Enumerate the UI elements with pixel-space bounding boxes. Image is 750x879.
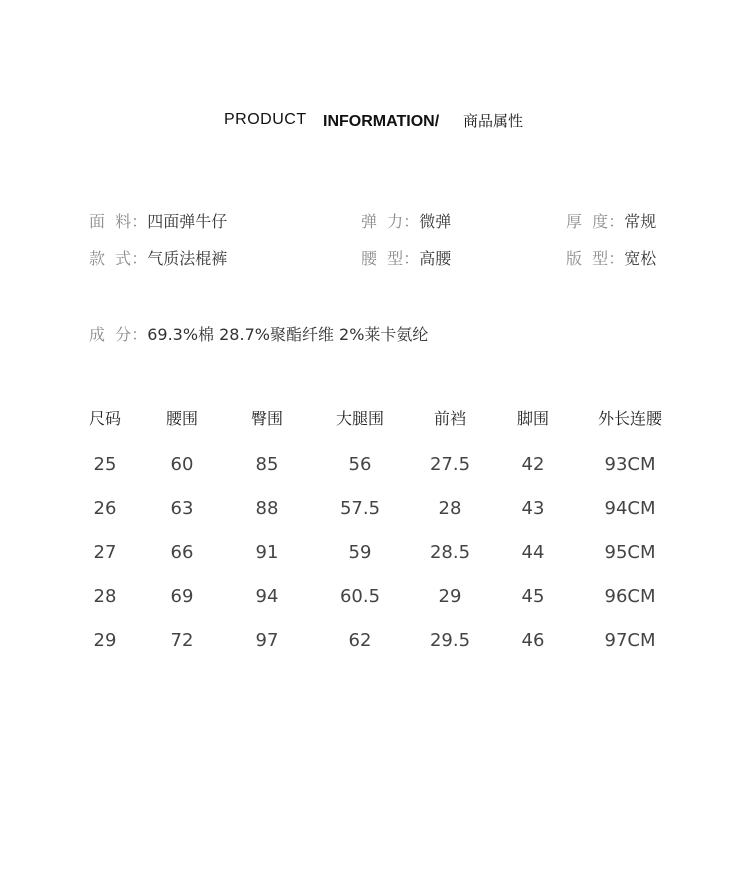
table-cell: 42 bbox=[521, 454, 545, 475]
table-cell: 69 bbox=[170, 586, 194, 607]
table-row bbox=[0, 454, 750, 480]
attr-thickness-value: 常规 bbox=[624, 212, 657, 231]
attr-elasticity: 弹 力：微弹 bbox=[361, 212, 452, 231]
table-header-cell: 外长连腰 bbox=[597, 409, 663, 428]
page-title bbox=[0, 108, 750, 136]
attr-style-value: 气质法棍裤 bbox=[147, 249, 228, 268]
table-cell: 91 bbox=[255, 542, 279, 563]
table-cell: 27.5 bbox=[429, 454, 471, 475]
table-header-cell: 腰围 bbox=[165, 409, 199, 428]
table-header-cell: 前裆 bbox=[433, 409, 467, 428]
table-cell: 94 bbox=[255, 586, 279, 607]
table-cell: 29 bbox=[93, 630, 117, 651]
attr-thickness-label: 厚 度 bbox=[566, 212, 609, 231]
table-cell: 28.5 bbox=[429, 542, 471, 563]
table-cell: 45 bbox=[521, 586, 545, 607]
attr-composition: 成 分：69.3%棉 28.7%聚酯纤维 2%莱卡氨纶 bbox=[89, 325, 429, 344]
table-cell: 95CM bbox=[604, 542, 656, 563]
table-header-cell: 尺码 bbox=[88, 409, 122, 428]
table-header-cell: 大腿围 bbox=[335, 409, 385, 428]
title-chinese: 商品属性 bbox=[463, 112, 524, 130]
table-cell: 28 bbox=[93, 586, 117, 607]
table-cell: 44 bbox=[521, 542, 545, 563]
attr-fabric-value: 四面弹牛仔 bbox=[147, 212, 228, 231]
attr-waist-type-label: 腰 型 bbox=[361, 249, 404, 268]
table-cell: 29.5 bbox=[429, 630, 471, 651]
table-cell: 28 bbox=[438, 498, 462, 519]
attr-composition-label: 成 分 bbox=[89, 325, 132, 344]
table-cell: 60 bbox=[170, 454, 194, 475]
table-cell: 97CM bbox=[604, 630, 656, 651]
table-cell: 43 bbox=[521, 498, 545, 519]
attr-thickness: 厚 度：常规 bbox=[566, 212, 657, 231]
attr-elasticity-value: 微弹 bbox=[419, 212, 452, 231]
table-row bbox=[0, 630, 750, 656]
table-cell: 46 bbox=[521, 630, 545, 651]
table-cell: 25 bbox=[93, 454, 117, 475]
title-product: PRODUCT bbox=[224, 111, 307, 128]
table-header-cell: 脚围 bbox=[516, 409, 550, 428]
table-cell: 63 bbox=[170, 498, 194, 519]
attr-composition-value: 69.3%棉 28.7%聚酯纤维 2%莱卡氨纶 bbox=[147, 325, 429, 344]
table-header-cell: 臀围 bbox=[250, 409, 284, 428]
table-cell: 88 bbox=[255, 498, 279, 519]
attr-waist-type-value: 高腰 bbox=[419, 249, 452, 268]
attr-fit: 版 型：宽松 bbox=[566, 249, 657, 268]
attr-waist-type: 腰 型：高腰 bbox=[361, 249, 452, 268]
table-cell: 97 bbox=[255, 630, 279, 651]
table-cell: 94CM bbox=[604, 498, 656, 519]
table-cell: 27 bbox=[93, 542, 117, 563]
table-row bbox=[0, 498, 750, 524]
table-cell: 72 bbox=[170, 630, 194, 651]
table-cell: 85 bbox=[255, 454, 279, 475]
table-row bbox=[0, 542, 750, 568]
table-cell: 59 bbox=[348, 542, 372, 563]
table-cell: 66 bbox=[170, 542, 194, 563]
table-cell: 26 bbox=[93, 498, 117, 519]
table-cell: 29 bbox=[438, 586, 462, 607]
title-information: INFORMATION/ bbox=[323, 113, 440, 130]
table-cell: 56 bbox=[348, 454, 372, 475]
table-cell: 57.5 bbox=[339, 498, 381, 519]
table-cell: 60.5 bbox=[339, 586, 381, 607]
attr-fit-label: 版 型 bbox=[566, 249, 609, 268]
table-cell: 62 bbox=[348, 630, 372, 651]
attr-fit-value: 宽松 bbox=[624, 249, 657, 268]
table-row bbox=[0, 586, 750, 612]
attr-style-label: 款 式 bbox=[89, 249, 132, 268]
attr-fabric-label: 面 料 bbox=[89, 212, 132, 231]
table-cell: 93CM bbox=[604, 454, 656, 475]
attr-style: 款 式：气质法棍裤 bbox=[89, 249, 228, 268]
table-cell: 96CM bbox=[604, 586, 656, 607]
attr-fabric: 面 料：四面弹牛仔 bbox=[89, 212, 228, 231]
attr-elasticity-label: 弹 力 bbox=[361, 212, 404, 231]
